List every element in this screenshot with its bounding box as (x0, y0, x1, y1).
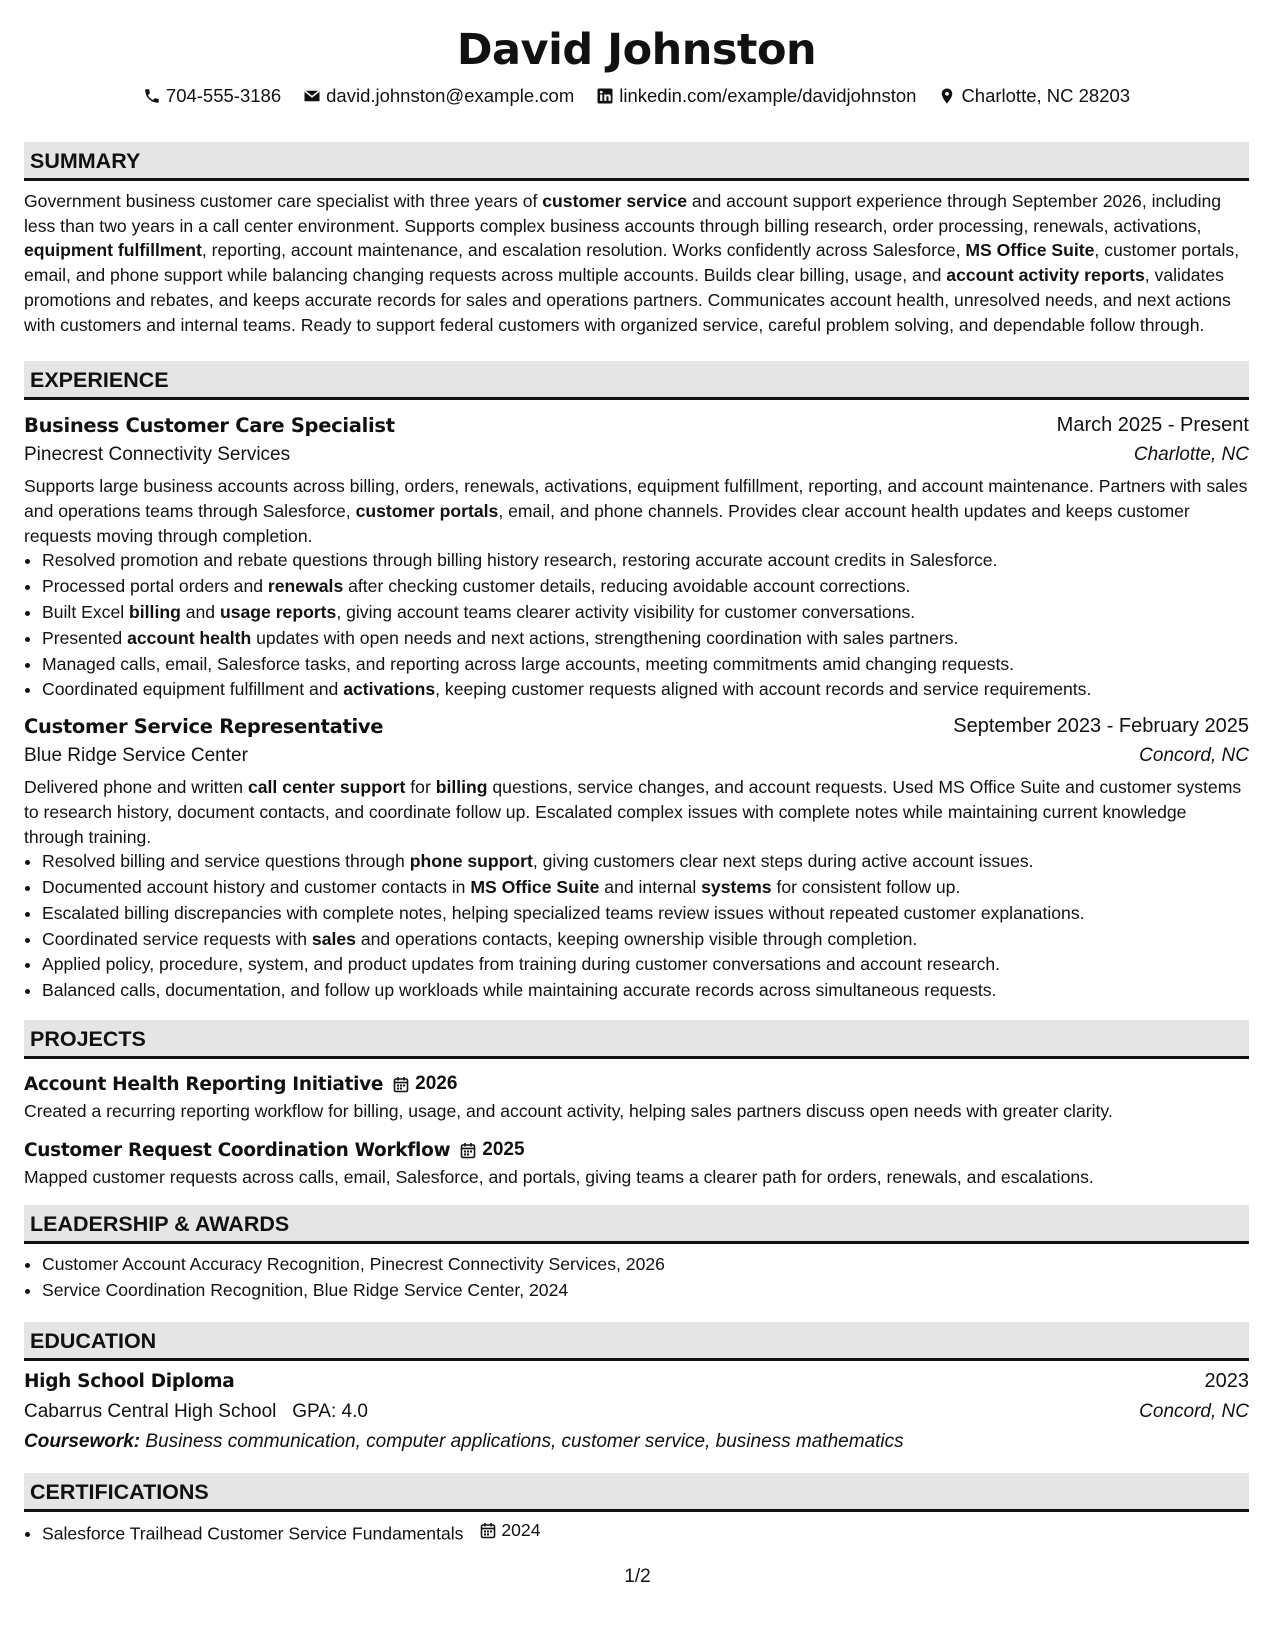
project-year-text: 2026 (415, 1073, 458, 1094)
school-info (24, 1401, 368, 1423)
job-company: Blue Ridge Service Center (24, 745, 248, 767)
bold-keyword: customer portals (355, 500, 499, 521)
school-name: Cabarrus Central High School (24, 1400, 277, 1422)
calendar-icon (393, 1076, 409, 1093)
text-run: and (180, 601, 220, 622)
bold-keyword: MS Office Suite (965, 240, 1095, 261)
text-run: Documented account history and customer contacts in (42, 877, 471, 898)
job-location: Concord, NC (1139, 745, 1249, 767)
bullet-item (42, 600, 1249, 626)
bold-keyword: account activity reports (946, 265, 1145, 286)
bullet-item (42, 849, 1249, 875)
coursework (24, 1427, 1249, 1457)
gpa: GPA: 4.0 (292, 1400, 368, 1422)
text-run: Coordinated service requests with (42, 928, 312, 949)
projects-heading: PROJECTS (24, 1020, 1249, 1059)
text-run: Presented (42, 627, 128, 648)
resume-page (24, 0, 1249, 1547)
job-dates: March 2025 - Present (1056, 413, 1249, 436)
job-location: Charlotte, NC (1133, 444, 1249, 466)
text-run: Escalated billing discrepancies with complete notes, helping specialized teams review issues without repeated customer explanations. (42, 902, 1085, 923)
text-run: , validates promotions and rebates, and keeps accurate records for sales and operations partners. Communicates account health, unresolved needs, and next actions with customers and internal teams. Ready to support federal customers with organized service, careful problem solving, and dependable follow through. (24, 265, 1231, 335)
text-run: Managed calls, email, Salesforce tasks, and reporting across large accounts, meeting commitments amid changing requests. (42, 653, 1015, 674)
text-run: Government business customer care specialist with three years of (24, 191, 543, 211)
bullet-item (42, 978, 1249, 1004)
degree-title: High School Diploma (24, 1371, 235, 1393)
bold-keyword: usage reports (219, 601, 337, 622)
coursework-text: Business communication, computer applications, customer service, business mathematics (145, 1430, 904, 1452)
location-text: Charlotte, NC 28203 (961, 85, 1131, 106)
summary-text (24, 189, 1249, 337)
text-run: questions, service changes, and account requests. Used MS Office Suite and customer systems to research history, document contacts, and coordinate follow up. Escalated complex issues with complete notes while maintaining current knowledge through training. (24, 777, 1242, 847)
text-run: Processed portal orders and (42, 576, 268, 597)
bold-keyword: MS Office Suite (470, 877, 600, 898)
bullet-item (42, 927, 1249, 953)
bold-keyword: account health (127, 627, 252, 648)
contact-phone (143, 85, 281, 107)
text-run: , keeping customer requests aligned with account records and service requirements. (435, 679, 1092, 700)
certification-name: Salesforce Trailhead Customer Service Fundamentals (42, 1522, 464, 1543)
text-run: and operations contacts, keeping ownership visible through completion. (355, 928, 918, 949)
text-run: Supports large business accounts across billing, orders, renewals, activations, equipment fulfillment, reporting, and account maintenance. Partners with sales and operations teams through Salesforce, (24, 476, 1248, 521)
certification-year (480, 1518, 540, 1544)
bold-keyword: call center support (247, 777, 406, 798)
text-run: Balanced calls, documentation, and follow up workloads while maintaining accurate records across simultaneous requests. (42, 980, 997, 1001)
text-run: Built Excel (42, 601, 130, 622)
list-item: • Service Coordination Recognition, Blue Ridge Service Center, 2024 (42, 1278, 1249, 1304)
text-run: Applied policy, procedure, system, and product updates from training during customer conversations and account research. (42, 954, 1001, 975)
bold-keyword: billing (129, 601, 181, 622)
linkedin-icon (596, 87, 614, 105)
leadership-heading: LEADERSHIP & AWARDS (24, 1205, 1249, 1244)
bullet-item (42, 548, 1249, 574)
text-run: Delivered phone and written (24, 777, 248, 798)
bullet-item (42, 875, 1249, 901)
text-run: Coordinated equipment fulfillment and (42, 679, 344, 700)
bullet-item (42, 652, 1249, 678)
envelope-icon (303, 87, 321, 105)
job-entry (24, 410, 1249, 703)
project-year (460, 1139, 524, 1161)
bold-keyword: renewals (267, 576, 344, 597)
text-run: , reporting, account maintenance, and escalation resolution. Works confidently across Salesforce, (201, 240, 966, 261)
coursework-label: Coursework: (24, 1430, 141, 1452)
education-heading: EDUCATION (24, 1322, 1249, 1361)
contact-location (938, 85, 1130, 107)
certifications-list (24, 1518, 1249, 1547)
experience-heading: EXPERIENCE (24, 361, 1249, 400)
job-dates: September 2023 - February 2025 (953, 714, 1249, 737)
job-intro (24, 474, 1249, 548)
map-pin-icon (938, 87, 956, 105)
linkedin-text[interactable]: linkedin.com/example/davidjohnston (619, 85, 917, 106)
summary-heading: SUMMARY (24, 142, 1249, 181)
text-run: for consistent follow up. (771, 877, 961, 898)
calendar-icon (480, 1522, 496, 1539)
certifications-heading: CERTIFICATIONS (24, 1473, 1249, 1512)
bullet-item (42, 952, 1249, 978)
page-number: 1/2 (624, 1566, 651, 1587)
text-run: Resolved billing and service questions through (42, 851, 410, 872)
text-run: , email, and phone channels. Provides clear account health updates and keeps customer requests moving through completion. (24, 500, 1190, 546)
bold-keyword: customer service (542, 191, 688, 211)
text-run: , giving account teams clearer activity visibility for customer conversations. (336, 601, 916, 622)
bold-keyword: billing (435, 777, 488, 798)
job-bullets (24, 548, 1249, 703)
text-run: after checking customer details, reducing avoidable account corrections. (343, 576, 911, 597)
bold-keyword: equipment fulfillment (24, 240, 202, 261)
project-year (393, 1073, 457, 1095)
phone-text: 704-555-3186 (165, 85, 282, 106)
text-run: and internal (599, 877, 702, 898)
email-text[interactable]: david.johnston@example.com (326, 85, 575, 106)
bullet-item (42, 574, 1249, 600)
bold-keyword: activations (343, 679, 436, 700)
candidate-name: David Johnston (456, 25, 817, 75)
text-run: and account support experience through September 2026, including less than two years in a call center environment. Supports complex business accounts through billing research, order processing, renewals, activations, (24, 191, 1222, 236)
project-description: Mapped customer requests across calls, email, Salesforce, and portals, giving teams a clearer path for orders, renewals, and escalations. (24, 1167, 1094, 1187)
project-entry (24, 1135, 1249, 1189)
text-run: Resolved promotion and rebate questions through billing history research, restoring accurate account credits in Salesforce. (42, 550, 998, 571)
job-company: Pinecrest Connectivity Services (24, 444, 291, 466)
job-intro (24, 775, 1249, 849)
education-year: 2023 (1204, 1370, 1249, 1393)
job-bullets (24, 849, 1249, 1004)
leadership-list (24, 1252, 1249, 1304)
text-run: , giving customers clear next steps during active account issues. (532, 851, 1034, 872)
phone-icon (143, 87, 161, 105)
bullet-item (42, 677, 1249, 703)
text-run: , customer portals, email, and phone support while balancing changing requests across multiple accounts. Builds clear billing, usage, and (24, 240, 1240, 286)
contact-email[interactable] (303, 85, 574, 107)
project-description: Created a recurring reporting workflow for billing, usage, and account activity, helping sales partners discuss open needs with greater clarity. (24, 1101, 1113, 1121)
job-entry (24, 711, 1249, 1004)
list-item: • Customer Account Accuracy Recognition, Pinecrest Connectivity Services, 2026 (42, 1252, 1249, 1278)
job-title: Customer Service Representative (24, 714, 384, 738)
contact-bar (24, 82, 1249, 110)
project-title: Account Health Reporting Initiative (24, 1073, 384, 1095)
certification-year-text: 2024 (501, 1519, 541, 1540)
bold-keyword: phone support (409, 851, 533, 872)
project-entry (24, 1069, 1249, 1123)
school-location: Concord, NC (1139, 1400, 1249, 1422)
list-item (42, 1518, 1249, 1547)
calendar-icon (460, 1142, 476, 1159)
text-run: for (405, 777, 436, 798)
bullet-item (42, 626, 1249, 652)
bold-keyword: systems (701, 877, 772, 898)
project-title: Customer Request Coordination Workflow (24, 1139, 451, 1161)
job-title: Business Customer Care Specialist (24, 413, 395, 437)
project-year-text: 2025 (482, 1139, 525, 1160)
contact-linkedin[interactable] (596, 85, 916, 107)
text-run: updates with open needs and next actions, strengthening coordination with sales partners. (251, 627, 959, 648)
bold-keyword: sales (311, 928, 356, 949)
bullet-item (42, 901, 1249, 927)
